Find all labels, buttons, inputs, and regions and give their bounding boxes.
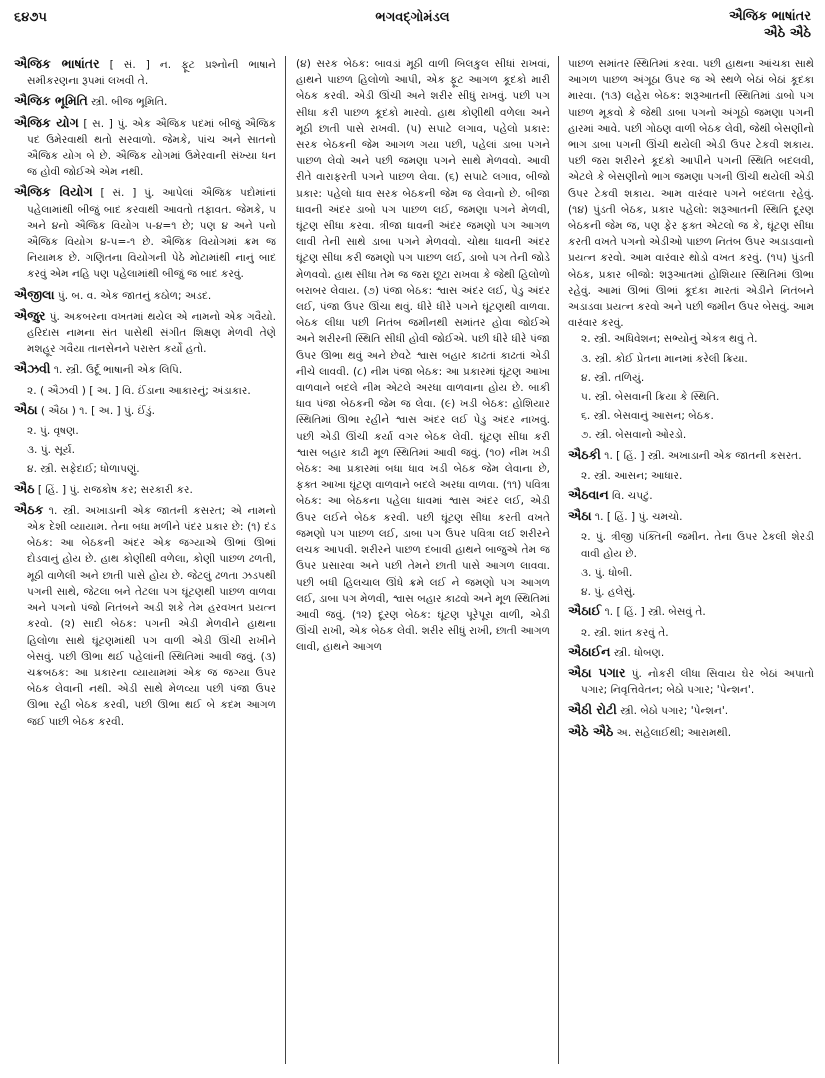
- definition: અ. સહેલાઈથી; આરામથી.: [616, 726, 732, 739]
- definition: ૧. [ હિં. ] પું. ચમચો.: [594, 511, 683, 524]
- page-header: [14, 8, 811, 48]
- page-title: ભગવદ્‌ગોમંડલ: [375, 10, 450, 25]
- dictionary-entry: [14, 287, 276, 304]
- dictionary-entry: [568, 508, 814, 525]
- headword: ઐઠાઈન: [568, 643, 611, 659]
- dictionary-entry: [14, 308, 276, 358]
- headword: ઐજિક ભાષાંતર: [14, 56, 100, 71]
- definition: [ સ. ] પું. એક ઐજિક પદમાં બીજું ઐજિક પદ ઉમેરવાથી થતો સરવાળો. જેમકે, પાંચ અને સાતનો ઐજિક યોગ બે છે. ઐજિક યોગમાં ઉમેરવાની સંખ્યા ધન જ હોવી જોઈએ એમ નથી.: [27, 117, 276, 179]
- dictionary-entry: [14, 115, 276, 181]
- sub-sense: ૨. પું. વૃષણ.: [27, 425, 79, 438]
- headword: ઐઝવી: [14, 361, 51, 377]
- numbered-sense: ૨. સ્ત્રી. અધિવેશન; સભ્યોનું એકત્ર થવું તે.: [581, 333, 758, 346]
- column-divider: [558, 56, 559, 1064]
- headword: ઐઠ: [14, 480, 35, 496]
- headword: ઐજિક ભૂમિતિ: [14, 93, 88, 109]
- headword: ઐઠવાન: [568, 487, 609, 503]
- guide-words: [729, 8, 811, 42]
- dictionary-entry: [14, 56, 276, 89]
- sub-sense: ૩. પું. ધોબી.: [581, 566, 633, 579]
- sub-sense: ૨. ( ઐઝવી ) [ અ. ] વિ. ઈંડાના આકારનું; અંડાકાર.: [27, 384, 251, 397]
- dictionary-entry: [14, 502, 276, 730]
- definition: ૧. સ્ત્રી. અખાડાની એક જાતની કસરત; એ નામનો એક દેશી વ્યાયામ. તેના બધા મળીને પંદર પ્રકાર છે: (૧) દંડ બેઠક: આ બેઠકની અંદર એક જગ્યાએ ઊભાં ઊભાં દોડવાનું હોય છે. હાથ કોણીથી વળેલા, કોણી પાછળ ઢળતી, મૂઠી વાળેલી અને છાતી પાસે હોય છે. જેટલું ઢળતા ઝડપથી પગની સાથે, જેટલા બને તેટલા પગ ઘૂંટણથી પાછળ વાળવા અને પગનો પંજો નિતંબને અડી શકે તેમ હરવખત પ્રયત્ન કરવો. (૨) સાદી બેઠક: પગની એડી મેળવીને હાથના હિલોળા સાથે ઘૂંટણમાંથી પગ વાળી એડી ઊંચી રાખીને બેસવું. પછી ઊભા થઈ પહેલાંની સ્થિતિમાં આવી જવું. (૩) ચક્રબઠક: આ પ્રકારના વ્યાયામમાં એક જ જગ્યા ઉપર બેઠક લેવાની નથી. એડી સાથે મેળવ્યા પછી પંજા ઉપર ઊભા રહી બેઠક કરવી, પછી ઊભા થઈ બે કદમ આગળ જઈ પાછી બેઠક કરવી.: [27, 504, 276, 728]
- headword: ઐઠાઈ: [568, 603, 602, 619]
- definition: ૧. [ હિં. ] સ્ત્રી. બેસવું તે.: [604, 606, 706, 619]
- numbered-sense: ૭. સ્ત્રી. બેસવાનો ઓરડો.: [581, 429, 687, 442]
- dictionary-entry: [568, 724, 814, 741]
- definition: ૧. સ્ત્રી. ઉર્દૂ ભાષાની એક લિપિ.: [53, 364, 183, 377]
- definition: [ હિં. ] પું. રાજકોષ કર; સરકારી કર.: [37, 483, 193, 496]
- definition: ૧. [ હિં. ] સ્ત્રી. અખાડાની એક જાતની કસરત.: [604, 449, 802, 462]
- numbered-sense: ૬. સ્ત્રી. બેસવાનું આસન; બેઠક.: [581, 410, 714, 423]
- definition: સ્ત્રી. બેઠો પગાર; 'પેન્શન'.: [620, 705, 729, 718]
- definition: પું. અકબરના વખતમાં થયેલ એ નામનો એક ગવૈયો. હરિદાસ નામના સંત પાસેથી સંગીત શિક્ષણ મેળવી તેણે મશહૂર ગવૈયા તાનસેનને પરાસ્ત કર્યો હતો.: [27, 310, 276, 356]
- column-1: [14, 56, 276, 1070]
- guide-word-first: ઐજિક ભાષાંતર: [728, 9, 811, 24]
- headword: ઐઠા: [568, 508, 592, 524]
- definition: ( ઐઠા ) ૧. [ અ. ] પું. ઈંડું.: [40, 404, 156, 417]
- dictionary-entry: [14, 402, 276, 419]
- dictionary-entry: [568, 447, 814, 464]
- page-number: ૬૪૭૫: [14, 10, 47, 25]
- dictionary-entry: [568, 644, 814, 661]
- dictionary-entry: [568, 603, 814, 620]
- column-3-continuation: પાછળ સમાંતર સ્થિતિમાં કરવા. પછી હાથના આંચકા સાથે આગળ પાછળ અંગૂઠા ઉપર જ એ સ્થળે બેઠાં બેઠાં કૂદકા મારવા. (૧૩) લહેરા બેઠક: શરૂઆતની સ્થિતિમાં ડાબો પગ પાછળ મૂકવો કે જેથી ડાબા પગનો અંગૂઠો જમણા પગની હારમાં આવે. પછી ગોઠણ વાળી બેઠક લેવી, જેથી બેસણીનો ભાગ ડાબા પગની ઊંચી થયેલી એડી ઉપર ટેકવી શકાય. પછી જરા શરીરને કૂદકો આપીને પગની સ્થિતિ બદલવી, એટલે કે બેસણીનો ભાગ જમણા પગની ઊંચી થયેલી એડી ઉપર ટેકવી શકાય. આમ વારંવાર પગને બદલતા રહેવું. (૧૪) પુંડતી બેઠક, પ્રકાર પહેલો: શરૂઆતની સ્થિતિ દૂરણ બેઠકની જેમ જ, પણ ફેર ફક્ત એટલો જ કે, ઘૂંટણ સીધા કરતી વખતે પગનો એડીઓ પાછળ નિતંબ ઉપર અડાડવાનો પ્રયત્ન કરવો. આમ વારંવાર થોડો વખત કરવું. (૧૫) પુંડતી બેઠક, પ્રકાર બીજો: શરૂઆતમાં હોશિયાર સ્થિતિમાં ઊભા રહેવું. આમાં ઊભાં ઊભાં કૂદકા મારતાં એડીને નિતંબને અડાડવા પ્રયત્ન કરવો અને પછી જમીન ઉપર બેસવું. આમ વારંવાર કરવું.: [568, 58, 814, 330]
- sub-sense: ૨. સ્ત્રી. આસન; આધાર.: [581, 469, 683, 482]
- column-2: [296, 56, 550, 1070]
- headword: ઐઠે ઐઠે: [568, 723, 614, 739]
- sub-sense: ૪. સ્ત્રી. સફેદાઈ; ધોળાપણું.: [27, 463, 140, 476]
- dictionary-entry: [14, 481, 276, 498]
- column-3-entries: [568, 447, 814, 741]
- dictionary-entry: [568, 487, 814, 504]
- definition: સ્ત્રી. બીજ ભૂમિતિ.: [91, 96, 168, 109]
- numbered-sense: ૩. સ્ત્રી. કોઈ પ્રેતના માનમાં કરેલી ક્રિયા.: [581, 352, 748, 365]
- dictionary-entry: [14, 184, 276, 282]
- numbered-sense: ૪. સ્ત્રી. તળિયું.: [581, 371, 645, 384]
- sub-sense: ૪. પું. હલેસું.: [581, 586, 636, 599]
- definition: પું. નોકરી લીધા સિવાય ઘેર બેઠાં અપાતો પગાર; નિવૃત્તિવેતન; બેઠો પગાર; 'પેન્શન'.: [581, 667, 814, 697]
- headword: ઐજીલા: [14, 286, 55, 302]
- definition: પું. બ. વ. એક જાતનું કઠોળ; અડદ.: [57, 289, 212, 302]
- sub-sense: ૨. સ્ત્રી. શાંત કરવું તે.: [581, 626, 669, 639]
- guide-word-last: ઐઠે ઐઠે: [763, 26, 811, 41]
- headword: ઐજિક યોગ: [14, 114, 79, 130]
- sub-sense: ૨. પું. ત્રીજી પંક્તિની જમીન. તેના ઉપર ઢેકલી શેરડી વાવી હોય છે.: [581, 531, 814, 560]
- headword: ઐઠક: [14, 501, 44, 517]
- numbered-sense: ૫. સ્ત્રી. બેસવાની ક્રિયા કે સ્થિતિ.: [581, 391, 720, 404]
- dictionary-entry: [568, 665, 814, 698]
- column-divider: [285, 56, 286, 1064]
- column-3: [568, 56, 814, 1070]
- definition: સ્ત્રી. ધોબણ.: [613, 646, 665, 659]
- headword: ઐઠા પગાર: [568, 664, 626, 680]
- headword: ઐઠકી: [568, 446, 601, 462]
- headword: ઐઠા: [14, 401, 38, 417]
- definition: [ સં. ] પું. આપેલાં ઐજિક પદોમાંનાં પહેલામાંથી બીજું બાદ કરવાથી આવતો તફાવત. જેમકે, ૫ અને ૪નો ઐજિક વિયોગ ૫-૪=૧ છે; પણ ૪ અને ૫નો ઐજિક વિયોગ ૪-૫=-૧ છે. ઐજિક વિયોગમાં ક્રમ જ નિયામક છે. ગણિતના વિયોગની પેઠે મોટામાંથી નાનું બાદ કરવું એમ નહિ પણ પહેલામાંથી બીજું જ બાદ કરવું.: [27, 187, 276, 281]
- column-2-text: (૪) સરક બેઠક: બાવડાં મૂઠી વાળી બિલકુલ સીધાં રાખવાં, હાથને પાછળ હિલોળો આપી, એક ફૂટ આગળ કૂદકો મારી બેઠક કરવી. એડી ઊંચી અને શરીર સીધું રાખવું. પછી પગ સીધા કરી પાછળ કૂદકો મારવો. હાથ કોણીથી વળેલા અને મૂઠી છાતી પાસે રાખવી. (૫) સપાટે લગાવ, પહેલો પ્રકાર: સરક બેઠકની જેમ આગળ ગયા પછી, પહેલાં ડાબા પગને પાછળ લેવો અને પછી જમણા પગને સાથે મેળવવો. આવી રીતે વારાફરતી પગને પાછળ લેવા. (૬) સપાટે લગાવ, બીજો પ્રકાર: પહેલો ધાવ સરક બેઠકની જેમ જ લેવાનો છે. બીજા ધાવની અંદર ડાબો પગ પાછળ લઈ, જમણા પગને મેળવી, ઘૂંટણ સીધા કરવા. ત્રીજા ધાવની અંદર જમણો પગ આગળ લાવી તેની સાથે ડાબા પગને મેળવવો. ચોથા ધાવની અંદર ઘૂંટણ સીધા કરી જમણો પગ પાછળ લઈ, ડાબો પગ તેની જોડે મેળવવો. હાથ સીધા તેમ જ જરા છૂટા રાખવા કે જેથી હિલોળો બરાબર લેવાય. (૭) પંજા બેઠક: શ્વાસ અંદર લઈ, પેડુ અંદર લઈ, પંજા ઉપર ઊંચા થવું. ધીરે ધીરે પગને ઘૂંટણથી વાળવા. બેઠક લીધા પછી નિતંબ જમીનથી સમાંતર હોવા જોઈએ અને શરીરની સ્થિતિ સીધી હોવી જોઈએ. પછી ધીરે ધીરે પંજા ઉપર ઊભા થવું અને છેવટે શ્વાસ બહાર કાઢતાં કાઢતાં એડી નીચે લાવવી. (૮) નીમ પંજા બેઠક: આ પ્રકારમાં ઘૂંટણ આખા વાળવાને બદલે નીમ એટલે અરધા વાળવાના હોય છે. બાકી ધાવ પંજા બેઠકની જેમ જ લેવા. (૯) ખડી બેઠક: હોશિયાર સ્થિતિમાં ઊભા રહીને શ્વાસ અંદર લઈ પેડુ અંદર નાખવું. પછી એડી ઊંચી કર્યા વગર બેઠક લેવી. ઘૂંટણ સીધા કરી શ્વાસ બહાર કાઢી મૂળ સ્થિતિમાં આવી જવું. (૧૦) નીમ ખડી બેઠક: આ પ્રકારમાં બધા ધાવ ખડી બેઠક જેમ લેવાના છે, ફક્ત આખા ઘૂંટણ વાળવાને બદલે અરધા વાળવા. (૧૧) પવિત્રા બેઠક: આ બેઠકના પહેલા ધાવમાં શ્વાસ અંદર લઈ, એડી ઉપર લઈને બેઠક કરવી. પછી ઘૂંટણ સીધા કરતી વખતે જમણો પગ પાછળ લઈ, ડાબા પગ ઉપર પવિત્રા લઈ શરીરને લચક આપવી. શરીરને પાછળ દબાવી હાથને બાજુએ તેમ જ ઉપર પ્રસારવા અને પછી તેમને છાતી પાસે આગળ લાવવા. પછી બધી હિલચાલ ઊંધે ક્રમે લઈ ને જમણો પગ આગળ લઈ, ડાબા પગ મેળવી, શ્વાસ બહાર કાઢવો અને મૂળ સ્થિતિમાં આવી જવું. (૧૨) દૂરણ બેઠક: ઘૂંટણ પૂરેપૂરા વાળી, એડી ઊંચી રાખી, એક બેઠક લેવી. શરીર સીધું રાખી, છાતી આગળ લાવી, હાથને આગળ: [296, 58, 550, 654]
- dictionary-entry: [14, 361, 276, 378]
- dictionary-entry: [14, 93, 276, 110]
- headword: ઐઠી રોટી: [568, 702, 617, 718]
- dictionary-entry: [568, 702, 814, 719]
- headword: ઐજુર: [14, 307, 46, 323]
- sub-sense: ૩. પું. સૂર્ય.: [27, 444, 76, 457]
- definition: વિ. ચપટું.: [612, 490, 653, 503]
- definition: [ સં. ] ન. ફૂટ પ્રશ્નોની ભાષાને સમીકરણના રૂપમાં લખવી તે.: [27, 59, 276, 88]
- headword: ઐજિક વિયોગ: [14, 184, 93, 200]
- numbered-senses: [568, 331, 814, 443]
